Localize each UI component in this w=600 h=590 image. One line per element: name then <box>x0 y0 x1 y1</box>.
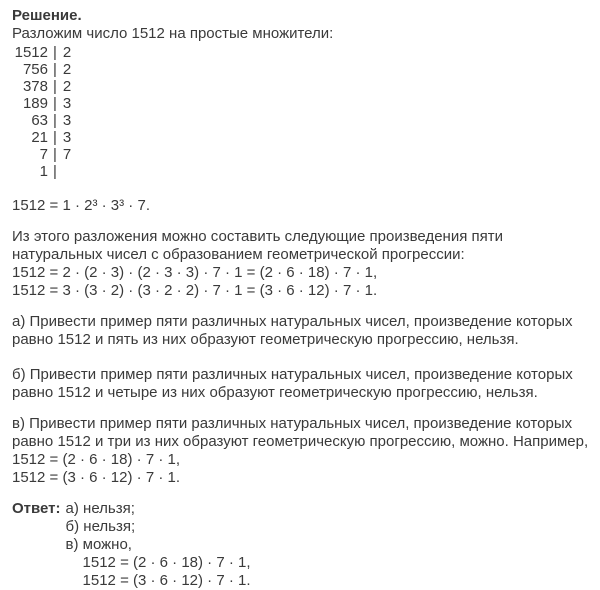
divider-bar: | <box>53 163 57 180</box>
answer-item-a: а) нельзя; <box>65 500 135 517</box>
factor-row <box>12 129 590 146</box>
part-b-text-line: равно 1512 и четыре из них образуют геометрическую прогрессию, нельзя. <box>12 384 538 401</box>
dividend: 63 <box>31 112 48 129</box>
part-b-text-line: б) Привести пример пяти различных натуральных чисел, произведение которых <box>12 366 573 383</box>
divisor: 3 <box>62 95 72 112</box>
divider-bar: | <box>53 78 57 95</box>
solution-heading: Решение. <box>12 7 82 24</box>
part-a-text-line: равно 1512 и пять из них образуют геометрическую прогрессию, нельзя. <box>12 331 519 348</box>
factor-row <box>12 146 590 163</box>
derivation-text-line: натуральных чисел с образованием геометрической прогрессии: <box>12 246 465 263</box>
divider-bar: | <box>53 112 57 129</box>
answer-item-v: в) можно, <box>65 536 132 553</box>
part-v-equation: 1512 = (2 · 6 · 18) · 7 · 1, <box>12 451 180 468</box>
divider-bar: | <box>53 44 57 61</box>
divider-bar: | <box>53 61 57 78</box>
divisor: 7 <box>62 146 72 163</box>
derivation-text-line: Из этого разложения можно составить следующие произведения пяти <box>12 228 503 245</box>
divider-bar: | <box>53 129 57 146</box>
part-a-paragraph <box>12 313 590 349</box>
divisor: 3 <box>62 129 72 146</box>
dividend: 756 <box>22 61 48 78</box>
divisor: 2 <box>62 78 72 95</box>
derivation-equation: 1512 = 2 · (2 · 3) · (2 · 3 · 3) · 7 · 1 = (2 · 6 · 18) · 7 · 1, <box>12 264 378 281</box>
part-v-equation: 1512 = (3 · 6 · 12) · 7 · 1. <box>12 469 180 486</box>
dividend: 7 <box>39 146 48 163</box>
dividend: 21 <box>31 129 48 146</box>
factor-row <box>12 61 590 78</box>
factor-row <box>12 163 590 180</box>
factor-row <box>12 44 590 61</box>
divider-bar: | <box>53 95 57 112</box>
part-v-paragraph <box>12 415 590 487</box>
derivation-equation: 1512 = 3 · (3 · 2) · (3 · 2 · 2) · 7 · 1 = (3 · 6 · 12) · 7 · 1. <box>12 282 378 299</box>
part-b-paragraph <box>12 366 590 402</box>
dividend: 1512 <box>14 44 48 61</box>
factor-row <box>12 112 590 129</box>
factor-row <box>12 95 590 112</box>
part-v-text-line: равно 1512 и три из них образуют геометрическую прогрессию, можно. Например, <box>12 433 589 450</box>
answer-item-b: б) нельзя; <box>65 518 136 535</box>
answer-label: Ответ: <box>12 500 61 517</box>
divider-bar: | <box>53 146 57 163</box>
factor-row <box>12 78 590 95</box>
dividend: 1 <box>39 163 48 180</box>
divisor: 3 <box>62 112 72 129</box>
divisor: 2 <box>62 44 72 61</box>
dividend: 189 <box>22 95 48 112</box>
answer-equation: 1512 = (2 · 6 · 18) · 7 · 1, <box>82 554 251 571</box>
dividend: 378 <box>22 78 48 95</box>
factorization-result-equation: 1512 = 1 · 2³ · 3³ · 7. <box>12 197 150 214</box>
answer-equation: 1512 = (3 · 6 · 12) · 7 · 1. <box>82 572 251 589</box>
answer-items <box>66 500 251 590</box>
part-v-text-line: в) Привести пример пяти различных натуральных чисел, произведение которых <box>12 415 573 432</box>
divisor: 2 <box>62 61 72 78</box>
part-a-text-line: а) Привести пример пяти различных натуральных чисел, произведение которых <box>12 313 573 330</box>
answer-block <box>12 500 590 590</box>
factorization-table <box>12 44 590 180</box>
derivation-paragraph <box>12 228 590 300</box>
intro-text: Разложим число 1512 на простые множители: <box>12 25 334 42</box>
